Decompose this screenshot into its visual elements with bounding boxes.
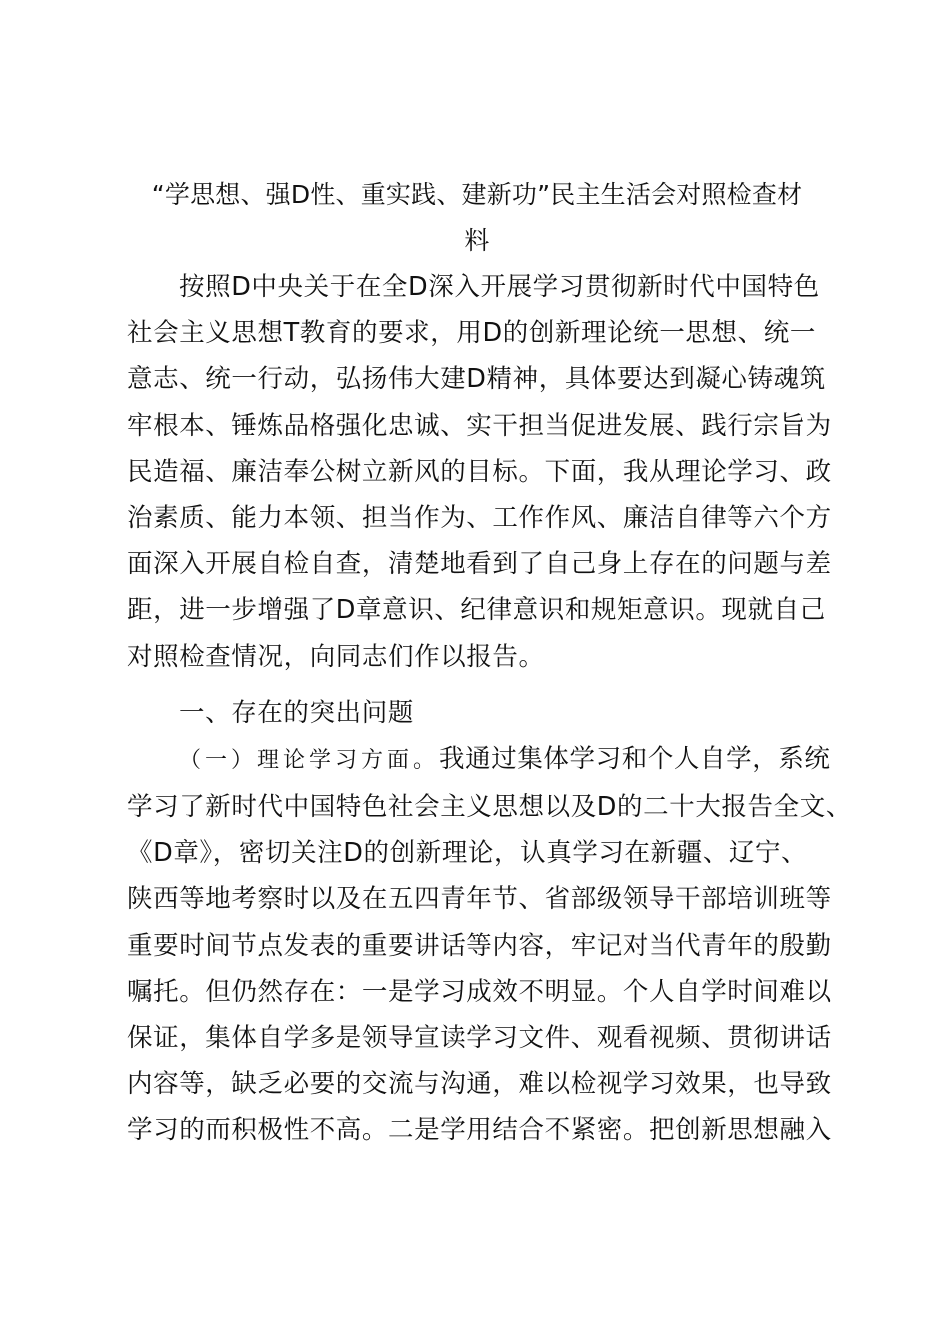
subsection-line: 保证，集体自学多是领导宣读学习文件、观看视频、贯彻讲话 <box>127 1023 832 1054</box>
subsection-line: 《D章》，密切关注D的创新理论，认真学习在新疆、辽宁、 <box>127 838 808 869</box>
document-body <box>127 172 852 1154</box>
subsection-line: 学习了新时代中国特色社会主义思想以及D的二十大报告全文、 <box>127 792 852 823</box>
intro-line: 按照D中央关于在全D深入开展学习贯彻新时代中国特色 <box>179 272 820 302</box>
subsection-line: 重要时间节点发表的重要讲话等内容，牢记对当代青年的殷勤 <box>127 930 832 961</box>
subsection-line: 嘱托。但仍然存在：一是学习成效不明显。个人自学时间难以 <box>127 976 832 1007</box>
intro-paragraph <box>127 264 832 680</box>
subsection-line: 内容等，缺乏必要的交流与沟通，难以检视学习效果，也导致 <box>127 1069 832 1100</box>
intro-line: 意志、统一行动，弘扬伟大建D精神，具体要达到凝心铸魂筑 <box>127 364 826 395</box>
section-heading: 一、存在的突出问题 <box>179 697 414 728</box>
subsection-paragraph <box>127 736 852 1154</box>
intro-line: 面深入开展自检自查，清楚地看到了自己身上存在的问题与差 <box>127 549 832 580</box>
intro-line: 社会主义思想T教育的要求，用D的创新理论统一思想、统一 <box>127 318 816 349</box>
document-title <box>117 172 837 264</box>
intro-line: 治素质、能力本领、担当作为、工作作风、廉洁自律等六个方 <box>127 503 832 534</box>
intro-line: 距，进一步增强了D章意识、纪律意识和规矩意识。现就自己 <box>127 595 826 626</box>
subsection-label: （一）理论学习方面。 <box>179 747 440 773</box>
title-line-1: “学思想、强D性、重实践、建新功”民主生活会对照检查材 <box>151 180 803 209</box>
intro-line: 对照检查情况，向同志们作以报告。 <box>127 641 545 672</box>
title-line-2: 料 <box>464 226 490 255</box>
intro-line: 牢根本、锤炼品格强化忠诚、实干担当促进发展、践行宗旨为 <box>127 410 832 441</box>
subsection-line: 陕西等地考察时以及在五四青年节、省部级领导干部培训班等 <box>127 884 832 915</box>
subsection-first-line-text: 我通过集体学习和个人自学，系统 <box>439 743 831 774</box>
intro-line: 民造福、廉洁奉公树立新风的目标。下面，我从理论学习、政 <box>127 456 832 487</box>
subsection-first-line <box>127 736 831 784</box>
subsection-line: 学习的而积极性不高。二是学用结合不紧密。把创新思想融入 <box>127 1115 832 1146</box>
